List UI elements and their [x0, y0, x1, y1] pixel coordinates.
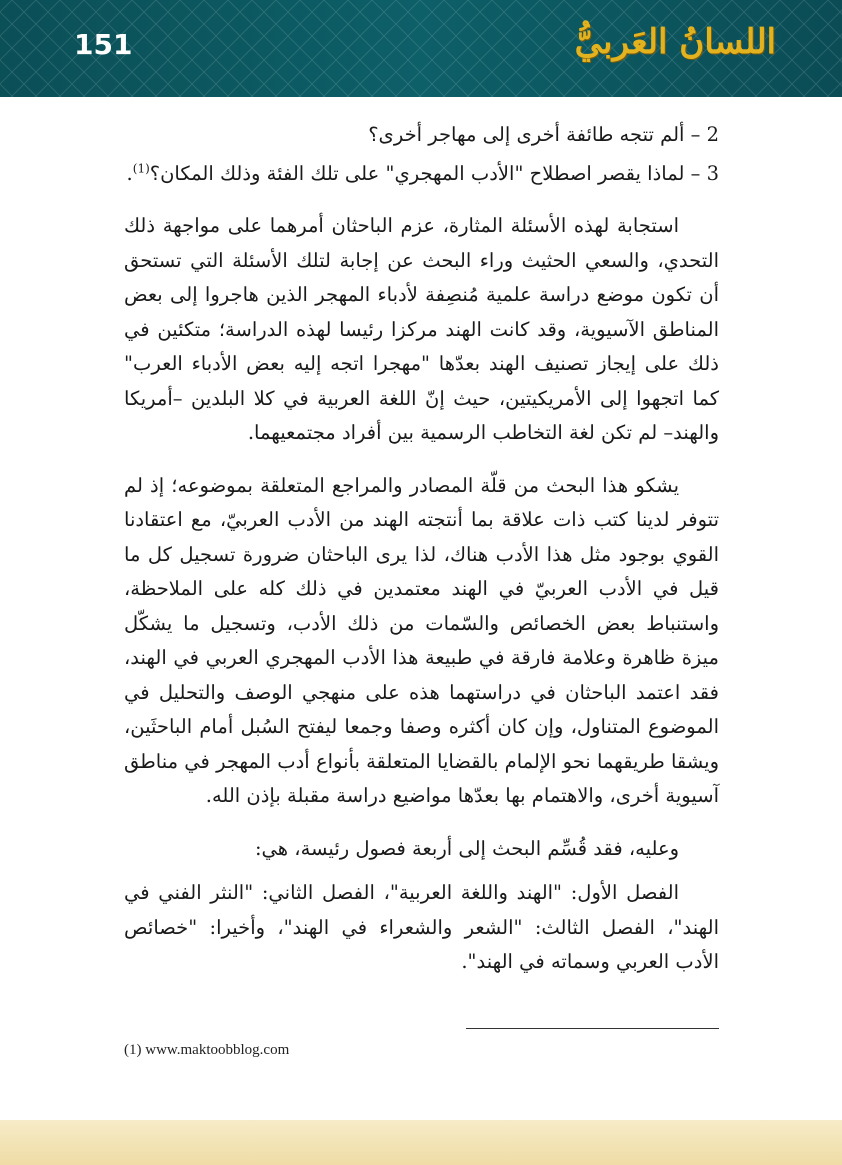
page-footer	[0, 1120, 842, 1165]
paragraph-response: استجابة لهذه الأسئلة المثارة، عزم الباحثان أمرهما على مواجهة ذلك التحدي، والسعي الحثيث وراء البحث عن إجابة لتلك الأسئلة التي تستحق أن تكون موضع دراسة علمية مُنصِفة لأدباء المهجر الذين هاجروا إلى بعض المناطق الآسيوية، وقد كانت الهند مركزا رئيسا لهذه الدراسة؛ متكئين في ذلك على إيجاز تصنيف الهند بعدّها "مهجرا اتجه إليه بعض الأدباء العرب" كما اتجهوا إلى الأمريكيتين، حيث إنّ اللغة العربية في كلا البلدين –أمريكا والهند– لم تكن لغة التخاطب الرسمية بين أفراد مجتمعيهما.	[124, 214, 719, 444]
question-3-text: 3 – لماذا يقصر اصطلاح "الأدب المهجري" على تلك الفئة وذلك المكان؟	[149, 161, 719, 185]
body-text	[124, 118, 719, 980]
paragraph-sources: يشكو هذا البحث من قلّة المصادر والمراجع المتعلقة بموضوعه؛ إذ لم تتوفر لدينا كتب ذات علاقة بما أنتجته الهند من الأدب العربيّ، مع اعتقادنا القوي بوجود مثل هذا الأدب هناك، لذا يرى الباحثان ضرورة تسجيل كل ما قيل في الأدب العربيّ في الهند معتمدين في ذلك كله على الملاحظة، واستنباط بعض الخصائص والسّمات من ذلك الأدب، وتسجيل ما يشكّل ميزة ظاهرة وعلامة فارقة في طبيعة هذا الأدب المهجري العربي في الهند، فقد اعتمد الباحثان في دراستهما هذه على منهجي الوصف والتحليل في الموضوع المتناول، وإن كان أكثره وصفا وجمعا ليفتح السُبل أمام الباحثَين، ويشقا طريقهما نحو الإلمام بالقضايا المتعلقة بأنواع أدب المهجر في مناطق آسيوية أخرى، والاهتمام بها بعدّها مواضيع دراسة مقبلة بإذن الله.	[124, 473, 719, 807]
page-number: 151	[74, 28, 133, 61]
footnote-divider	[466, 1028, 719, 1029]
question-3-end: .	[126, 161, 133, 185]
question-3	[124, 157, 719, 192]
journal-logo: اللسانُ العَربيُّ	[574, 22, 776, 62]
paragraph-division: وعليه، فقد قُسِّم البحث إلى أربعة فصول رئيسة، هي:	[254, 836, 679, 860]
paragraph-chapters: الفصل الأول: "الهند واللغة العربية"، الفصل الثاني: "النثر الفني في الهند"، الفصل الثالث: "الشعر والشعراء في الهند"، وأخيرا: "خصائص الأدب العربي وسماته في الهند".	[124, 881, 719, 973]
footnote-ref: (1)	[132, 161, 150, 175]
question-2: 2 – ألم تتجه طائفة أخرى إلى مهاجر أخرى؟	[368, 123, 719, 146]
page-header	[0, 0, 842, 97]
footnote: (1) www.maktoobblog.com	[124, 1042, 290, 1058]
